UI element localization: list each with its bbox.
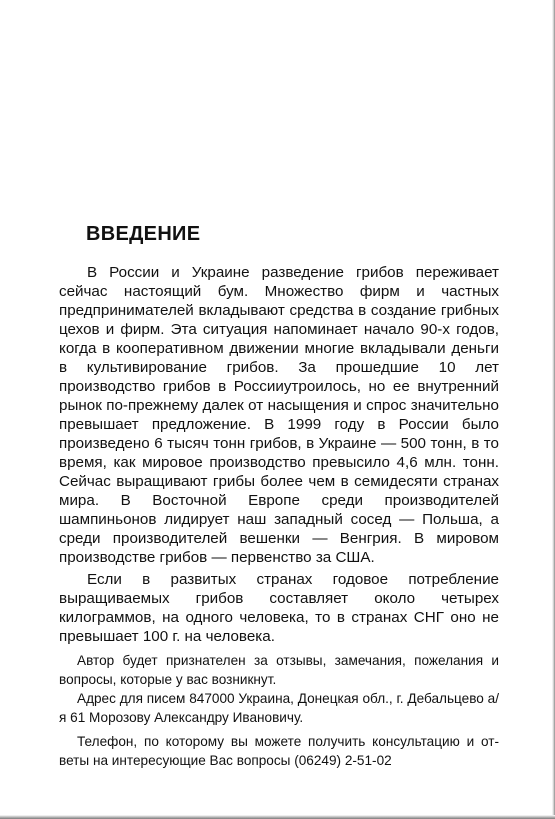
scan-edge-bottom [0,815,555,819]
page-title: ВВЕДЕНИЕ [86,223,201,245]
consumption-paragraph: Если в развитых странах годовое потребление выращиваемых грибов составляет около четырех килограммов, на одного человека, то в странах СНГ оно не превышает 100 г. на человека. [59,571,499,645]
document-body [59,263,499,770]
author-note: Автор будет признателен за отзывы, замечания, пожелания и вопросы, которые у вас возникнут. [59,653,499,687]
intro-paragraph: В России и Украине разведение грибов переживает сейчас настоящий бум. Множество фирм и частных предпринимателей вкладывают средства в создание грибных цехов и фирм. Эта ситуация напоминает начало 90-х годов, когда в кооперативном движении многие вкладывали деньги в культивирование грибов. За прошедшие 10 лет производство грибов в Россииутроилось, но ее внутренний рынок по-прежнему далек от насыщения и спрос значительно превышает предложение. В 1999 году в России было произведено 6 тысяч тонн грибов, в Украине — 500 тонн, в то время, как мировое производство превысило 4,6 млн. тонн. Сейчас выращивают грибы более чем в семидесяти странах мира. В Восточной Европе среди производителей шампиньонов лидирует наш западный сосед — Польша, а среди производителей вешенки — Венгрия. В мировом производстве грибов — первенство за США. [59,264,499,566]
mailing-address: Адрес для писем 847000 Украина, Донецкая обл., г. Дебальцево а/я 61 Морозову Александру Ивановичу. [59,691,499,725]
contact-phone: Телефон, по которому вы можете получить консультацию и ответы на интересующие Вас вопросы (06249) 2-51-02 [59,734,499,768]
